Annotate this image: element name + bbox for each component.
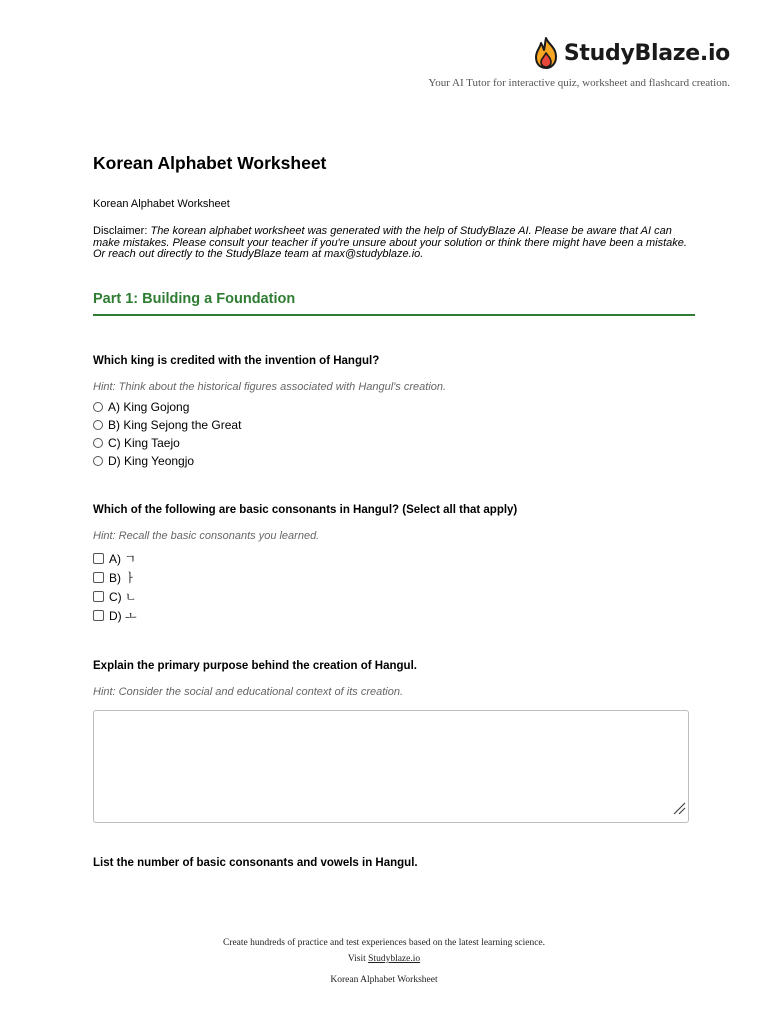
question-3 (93, 659, 695, 823)
footer-visit-prefix: Visit (347, 954, 366, 964)
page-title: Korean Alphabet Worksheet (93, 153, 327, 173)
radio-option-a[interactable] (93, 398, 695, 416)
option-label: D) ㅗ (109, 608, 137, 623)
checkbox[interactable] (93, 553, 104, 564)
question-1 (93, 354, 695, 470)
option-label: B) King Sejong the Great (108, 417, 242, 432)
checkbox[interactable] (93, 572, 104, 583)
radio-option-d[interactable] (93, 452, 695, 470)
radio-button[interactable] (93, 438, 103, 448)
checkbox-option-a[interactable] (93, 549, 695, 568)
checkbox-option-b[interactable] (93, 568, 695, 587)
checkbox[interactable] (93, 610, 104, 621)
radio-group (93, 398, 695, 470)
question-text: Which king is credited with the invention of Hangul? (93, 354, 380, 367)
worksheet-subtitle: Korean Alphabet Worksheet (93, 198, 230, 210)
option-label: D) King Yeongjo (108, 453, 195, 468)
resize-handle-icon[interactable] (672, 801, 686, 820)
checkbox-group (93, 549, 695, 625)
radio-button[interactable] (93, 456, 103, 466)
disclaimer-text: The korean alphabet worksheet was generated with the help of StudyBlaze AI. Please be aware that AI can make mistakes. Please consult your teacher if you're unsure about your solution or think there might have been a mistake. Or reach out directly to the StudyBlaze team at max@studyblaze.io. (93, 225, 687, 260)
question-4 (93, 856, 695, 870)
section-title: Part 1: Building a Foundation (93, 291, 695, 316)
studyblaze-link[interactable]: Studyblaze.io (368, 954, 421, 964)
question-2 (93, 503, 695, 625)
checkbox-option-d[interactable] (93, 606, 695, 625)
radio-button[interactable] (93, 420, 103, 430)
flame-icon (532, 36, 560, 70)
option-label: A) King Gojong (108, 399, 190, 414)
option-label: C) King Taejo (108, 435, 180, 450)
disclaimer (93, 226, 695, 261)
option-label: C) ㄴ (109, 589, 137, 604)
brand-tagline: Your AI Tutor for interactive quiz, worksheet and flashcard creation. (428, 77, 730, 89)
disclaimer-label: Disclaimer: (93, 225, 148, 237)
worksheet-content (93, 153, 695, 870)
question-hint: Hint: Recall the basic consonants you learned. (93, 529, 320, 542)
radio-button[interactable] (93, 402, 103, 412)
answer-textarea[interactable] (93, 710, 689, 823)
radio-option-c[interactable] (93, 434, 695, 452)
footer-visit (0, 954, 768, 964)
checkbox-option-c[interactable] (93, 587, 695, 606)
question-text: List the number of basic consonants and vowels in Hangul. (93, 856, 418, 869)
brand-logo (532, 36, 730, 70)
option-label: A) ㄱ (109, 551, 136, 566)
option-label: B) ㅏ (109, 570, 136, 585)
footer-promo: Create hundreds of practice and test experiences based on the latest learning science. (222, 938, 546, 948)
question-text: Explain the primary purpose behind the creation of Hangul. (93, 659, 417, 672)
checkbox[interactable] (93, 591, 104, 602)
radio-option-b[interactable] (93, 416, 695, 434)
question-text: Which of the following are basic consonants in Hangul? (Select all that apply) (93, 503, 518, 516)
footer-doc-title: Korean Alphabet Worksheet (330, 975, 438, 985)
brand-name: StudyBlaze.io (563, 40, 730, 66)
question-hint: Hint: Consider the social and educational context of its creation. (93, 685, 404, 698)
question-hint: Hint: Think about the historical figures associated with Hangul's creation. (93, 380, 447, 393)
